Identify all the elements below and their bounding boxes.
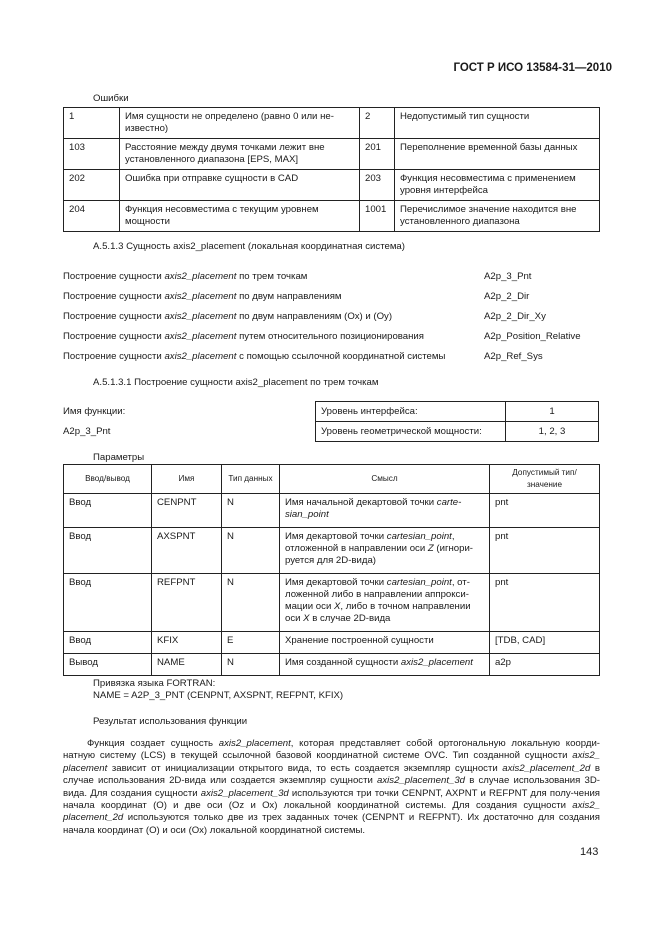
error-code: 1 [64, 108, 120, 139]
parameters-header-cell: Смысл [280, 465, 490, 494]
parameter-row [64, 632, 600, 654]
param-name: AXSPNT [152, 528, 222, 574]
error-message: Функция несовместима с текущим уровнем мощности [120, 201, 360, 232]
function-description: Построение сущности axis2_placement по двум направлениям (Ох) и (Оу) [63, 311, 393, 322]
param-meaning: Имя созданной сущности axis2_placement [280, 654, 490, 676]
error-code: 103 [64, 139, 120, 170]
level-value: 1 [506, 402, 599, 422]
param-allowed-value: a2p [490, 654, 600, 676]
param-type: N [222, 528, 280, 574]
param-io: Ввод [64, 528, 152, 574]
param-allowed-value: [TDB, CAD] [490, 632, 600, 654]
param-type: N [222, 494, 280, 528]
function-code: A2p_Ref_Sys [484, 351, 543, 362]
error-message: Функция несовместима с применением уровня интерфейса [395, 170, 600, 201]
function-code: A2p_3_Pnt [484, 271, 532, 282]
errors-title: Ошибки [93, 93, 129, 104]
function-description: Построение сущности axis2_placement путем относительного позиционирования [63, 331, 424, 342]
result-paragraph: Функция создает сущность axis2_placement, которая представляет собой ортогональную локальную коорди-натную систему (LCS) в текущей ссылочной базовой координатной системе OVC. Тип созданной сущности axis2_ placement зависит от инициализации открытого вида, то есть создается экземпляр сущности axis2_placement_2d в случае использования 2D-вида или создается экземпляр сущности axis2_placement_3d в случае использования 3D-вида. Для создания сущности axis2_placement_3d используются три точки CENPNT, AXPNT и REFPNT для полу-чения начала координат (О) и две оси (Oz и Ох) локальной координатной системы. Для создания сущности axis2_ placement_2d используются только две из трех заданных точек (CENPNT и REFPNT). Их достаточно для создания начала координат (О) и оси (Ох) локальной координатной системы. [63, 738, 601, 836]
result-title: Результат использования функции [93, 716, 248, 727]
function-code: A2p_2_Dir_Xy [484, 311, 546, 322]
parameters-header-cell: Тип данных [222, 465, 280, 494]
function-name-label: Имя функции: [63, 406, 126, 417]
fortran-label: Привязка языка FORTRAN: [93, 678, 216, 689]
param-io: Вывод [64, 654, 152, 676]
params-title: Параметры [93, 452, 145, 463]
param-allowed-value: pnt [490, 494, 600, 528]
param-io: Ввод [64, 574, 152, 632]
errors-row [64, 170, 600, 201]
error-code: 202 [64, 170, 120, 201]
parameter-row [64, 574, 600, 632]
errors-row [64, 108, 600, 139]
document-header: ГОСТ Р ИСО 13584-31—2010 [453, 62, 612, 74]
param-allowed-value: pnt [490, 528, 600, 574]
param-type: E [222, 632, 280, 654]
parameter-row [64, 494, 600, 528]
errors-table [63, 107, 600, 232]
function-description: Построение сущности axis2_placement по двум направлениям [63, 291, 342, 302]
function-description: Построение сущности axis2_placement с помощью ссылочной координатной системы [63, 351, 446, 362]
parameters-header-cell: Ввод/вывод [64, 465, 152, 494]
param-name: CENPNT [152, 494, 222, 528]
level-label: Уровень интерфейса: [316, 402, 506, 422]
param-io: Ввод [64, 494, 152, 528]
error-code: 204 [64, 201, 120, 232]
parameters-header-cell: Допустимый тип/ значение [490, 465, 600, 494]
error-code: 1001 [360, 201, 395, 232]
errors-row [64, 139, 600, 170]
page-number: 143 [580, 846, 599, 858]
function-name-value: A2p_3_Pnt [63, 426, 111, 437]
error-message: Недопустимый тип сущности [395, 108, 600, 139]
parameters-table [63, 464, 600, 676]
errors-row [64, 201, 600, 232]
levels-table [315, 401, 599, 442]
level-row [316, 402, 599, 422]
parameter-row [64, 528, 600, 574]
error-code: 2 [360, 108, 395, 139]
param-meaning: Имя начальной декартовой точки carte-sian_point [280, 494, 490, 528]
param-meaning: Имя декартовой точки cartesian_point, от-ложенной либо в направлении аппрокси-мации оси X, либо в точном направлении оси X в случае 2D-вида [280, 574, 490, 632]
param-type: N [222, 574, 280, 632]
fortran-code: NAME = A2P_3_PNT (CENPNT, AXSPNT, REFPNT, KFIX) [93, 690, 344, 701]
error-message: Перечислимое значение находится вне установленного диапазона [395, 201, 600, 232]
param-type: N [222, 654, 280, 676]
param-meaning: Хранение построенной сущности [280, 632, 490, 654]
error-message: Расстояние между двумя точками лежит вне установленного диапазона [EPS, MAX] [120, 139, 360, 170]
level-row [316, 422, 599, 442]
error-message: Ошибка при отправке сущности в CAD [120, 170, 360, 201]
error-code: 201 [360, 139, 395, 170]
function-description: Построение сущности axis2_placement по трем точкам [63, 271, 308, 282]
function-code: A2p_2_Dir [484, 291, 530, 302]
parameters-header-cell: Имя [152, 465, 222, 494]
section-a5131-heading: А.5.1.3.1 Построение сущности axis2_placement по трем точкам [93, 377, 379, 388]
level-label: Уровень геометрической мощности: [316, 422, 506, 442]
parameter-row [64, 654, 600, 676]
param-name: KFIX [152, 632, 222, 654]
error-code: 203 [360, 170, 395, 201]
level-value: 1, 2, 3 [506, 422, 599, 442]
param-allowed-value: pnt [490, 574, 600, 632]
error-message: Переполнение временной базы данных [395, 139, 600, 170]
param-meaning: Имя декартовой точки cartesian_point, отложенной в направлении оси Z (игнори-руется для 2D-вида) [280, 528, 490, 574]
section-a513-heading: А.5.1.3 Сущность axis2_placement (локальная координатная система) [93, 241, 405, 252]
param-name: REFPNT [152, 574, 222, 632]
function-code: A2p_Position_Relative [484, 331, 581, 342]
param-name: NAME [152, 654, 222, 676]
error-message: Имя сущности не определено (равно 0 или не-известно) [120, 108, 360, 139]
param-io: Ввод [64, 632, 152, 654]
parameters-header-row [64, 465, 600, 494]
